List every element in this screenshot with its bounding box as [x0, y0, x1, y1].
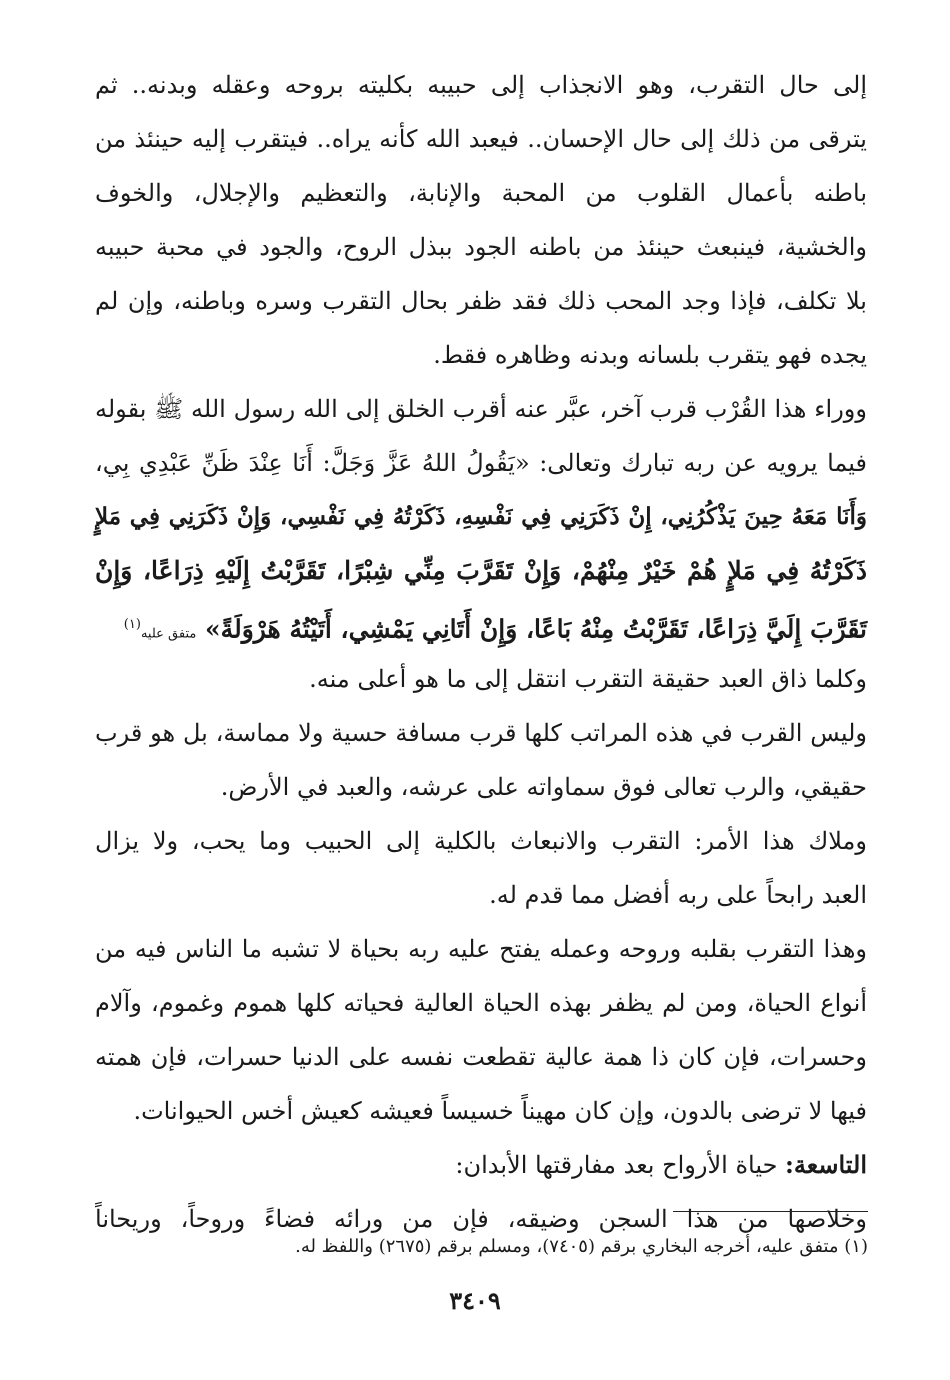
- main-text-block: [95, 58, 867, 1246]
- body-line-22: وخلاصها من هذا السجن وضيقه، فإن من ورائه فضاءً وروحاً، وريحاناً: [95, 1205, 867, 1233]
- section-heading-text: حياة الأرواح بعد مفارقتها الأبدان:: [455, 1151, 778, 1179]
- body-line-13: وليس القرب في هذه المراتب كلها قرب مسافة حسية ولا مماسة، بل هو قرب: [95, 719, 867, 747]
- body-line-2: يترقى من ذلك إلى حال الإحسان.. فيعبد الله كأنه يراه.. فيتقرب إليه حينئذ من: [95, 125, 867, 153]
- body-line-5: بلا تكلف، فإذا وجد المحب ذلك فقد ظفر بحال التقرب وسره وباطنه، وإن لم: [95, 287, 867, 315]
- hadith-intro-line: فيما يرويه عن ربه تبارك وتعالى: «يَقُولُ اللهُ عَزَّ وَجَلَّ: أَنَا عِنْدَ ظَنِّ عَبْدِي بِي،: [95, 449, 868, 477]
- hadith-line-1: وَأَنَا مَعَهُ حِينَ يَذْكُرُنِي، إِنْ ذَكَرَنِي فِي نَفْسِهِ، ذَكَرْتُهُ فِي نَفْسِي، وَإِنْ ذَكَرَنِي فِي مَلإٍ: [95, 503, 867, 530]
- body-line-12: وكلما ذاق العبد حقيقة التقرب انتقل إلى ما هو أعلى منه.: [309, 665, 867, 693]
- body-line-19: وحسرات، فإن كان ذا همة عالية تقطعت نفسه على الدنيا حسرات، فإن همته: [95, 1043, 867, 1071]
- footnote: (١) متفق عليه، أخرجه البخاري برقم (٧٤٠٥)، ومسلم برقم (٢٦٧٥) واللفظ له.: [295, 1236, 868, 1257]
- body-line-20: فيها لا ترضى بالدون، وإن كان مهيناً خسيساً فعيشه كعيش أخس الحيوانات.: [133, 1097, 867, 1125]
- body-line-16: العبد رابحاً على ربه أفضل مما قدم له.: [489, 881, 867, 909]
- body-line-7: ووراء هذا القُرْب قرب آخر، عبَّر عنه أقرب الخلق إلى الله رسول الله ﷺ بقوله: [95, 395, 867, 423]
- body-line-17: وهذا التقرب بقلبه وروحه وعمله يفتح عليه ربه بحياة لا تشبه ما الناس فيه من: [95, 935, 868, 963]
- body-line-15: وملاك هذا الأمر: التقرب والانبعاث بالكلية إلى الحبيب وما يحب، ولا يزال: [95, 827, 867, 855]
- body-line-14: حقيقي، والرب تعالى فوق سماواته على عرشه، والعبد في الأرض.: [220, 773, 867, 801]
- section-heading-line: [95, 1138, 867, 1192]
- footnote-separator: [673, 1211, 868, 1212]
- footnote-marker: (١): [123, 617, 141, 632]
- body-line-18: أنواع الحياة، ومن لم يظفر بهذه الحياة العالية فحياته كلها هموم وغموم، وآلام: [95, 989, 867, 1017]
- hadith-citation: متفق عليه: [140, 626, 197, 642]
- body-line-3: باطنه بأعمال القلوب من المحبة والإنابة، والتعظيم والإجلال، والخوف: [95, 179, 867, 207]
- body-line-4: والخشية، فينبعث حينئذ من باطنه الجود ببذل الروح، والجود في محبة حبيبه: [95, 233, 867, 261]
- hadith-line-3: [95, 598, 867, 652]
- body-line-6: يجده فهو يتقرب بلسانه وبدنه وظاهره فقط.: [433, 341, 867, 369]
- section-heading-label: التاسعة:: [785, 1150, 867, 1179]
- hadith-line-3-text: تَقَرَّبَ إِلَيَّ ذِرَاعًا، تَقَرَّبْتُ مِنْهُ بَاعًا، وَإِنْ أَتَانِي يَمْشِي، أَتَيْتُهُ هَرْوَلَةً»: [205, 614, 867, 644]
- body-line-1: إلى حال التقرب، وهو الانجذاب إلى حبيبه بكليته بروحه وعقله وبدنه.. ثم: [95, 71, 867, 99]
- page-number: ٣٤٠٩: [449, 1286, 501, 1315]
- hadith-line-2: ذَكَرْتُهُ فِي مَلإٍ هُمْ خَيْرٌ مِنْهُمْ، وَإِنْ تَقَرَّبَ مِنِّي شِبْرًا، تَقَرَّبْتُ إِلَيْهِ ذِرَاعًا، وَإِنْ: [95, 556, 867, 585]
